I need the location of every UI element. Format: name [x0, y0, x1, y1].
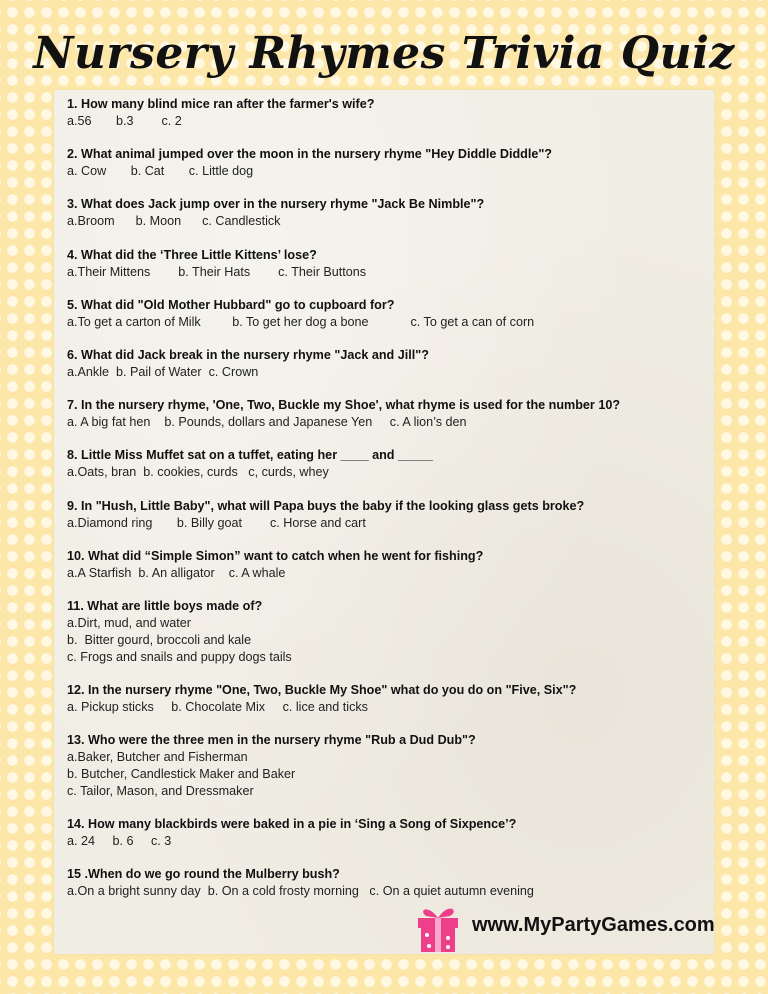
question-item: [67, 548, 707, 598]
question-text: 6. What did Jack break in the nursery rhyme "Jack and Jill"?: [67, 347, 429, 362]
answer-options: a.A Starfish b. An alligator c. A whale: [67, 565, 286, 580]
answer-options: a.56 b.3 c. 2: [67, 114, 182, 128]
question-text: 1. How many blind mice ran after the farmer's wife?: [67, 97, 375, 111]
question-text: 3. What does Jack jump over in the nursery rhyme "Jack Be Nimble"?: [67, 197, 485, 212]
answer-options: a.Baker, Butcher and Fisherman: [67, 750, 248, 765]
question-item: [67, 397, 707, 447]
question-text: 7. In the nursery rhyme, 'One, Two, Buckle my Shoe', what rhyme is used for the number 10?: [67, 398, 621, 413]
answer-options: a.To get a carton of Milk b. To get her dog a bone c. To get a can of corn: [67, 314, 535, 329]
question-item: [67, 816, 707, 866]
answer-options: a.Oats, bran b. cookies, curds c, curds, whey: [67, 465, 329, 480]
question-item: [67, 196, 707, 246]
quiz-list: [67, 96, 707, 916]
question-text: 11. What are little boys made of?: [67, 598, 263, 613]
question-text: 4. What did the ‘Three Little Kittens’ lose?: [67, 247, 317, 262]
answer-options: a.On a bright sunny day b. On a cold frosty morning c. On a quiet autumn evening: [67, 884, 534, 899]
gift-box-icon: [412, 900, 464, 954]
answer-options: a.Ankle b. Pail of Water c. Crown: [67, 364, 259, 379]
question-item: [67, 247, 707, 297]
question-text: 15 .When do we go round the Mulberry bush?: [67, 867, 340, 882]
question-text: 14. How many blackbirds were baked in a pie in ‘Sing a Song of Sixpence’?: [67, 817, 517, 832]
question-text: 10. What did “Simple Simon” want to catch when he went for fishing?: [67, 548, 484, 563]
answer-options: b. Bitter gourd, broccoli and kale: [67, 632, 252, 647]
question-item: [67, 498, 707, 548]
question-item: [67, 682, 707, 732]
question-item: [67, 347, 707, 397]
answer-options: a. A big fat hen b. Pounds, dollars and Japanese Yen c. A lion’s den: [67, 415, 467, 430]
question-item: [67, 598, 707, 682]
answer-options: a.Diamond ring b. Billy goat c. Horse and cart: [67, 515, 366, 530]
question-item: [67, 732, 707, 816]
answer-options: a.Their Mittens b. Their Hats c. Their Buttons: [67, 264, 367, 279]
question-item: [67, 297, 707, 347]
page-title: Nursery Rhymes Trivia Quiz: [33, 28, 735, 79]
website-url: www.MyPartyGames.com: [472, 914, 715, 936]
question-text: 2. What animal jumped over the moon in the nursery rhyme "Hey Diddle Diddle"?: [67, 147, 552, 162]
answer-options: a.Dirt, mud, and water: [67, 615, 191, 630]
question-text: 12. In the nursery rhyme "One, Two, Buckle My Shoe" what do you do on "Five, Six"?: [67, 682, 577, 697]
question-item: [67, 447, 707, 497]
question-item: [67, 96, 707, 146]
answer-options: a. Pickup sticks b. Chocolate Mix c. lice and ticks: [67, 699, 368, 714]
question-item: [67, 146, 707, 196]
question-text: 5. What did "Old Mother Hubbard" go to cupboard for?: [67, 297, 395, 312]
website-logo: [412, 898, 715, 954]
question-text: 9. In "Hush, Little Baby", what will Papa buys the baby if the looking glass gets broke?: [67, 498, 585, 513]
answer-options: a. 24 b. 6 c. 3: [67, 834, 172, 849]
answer-options: a.Broom b. Moon c. Candlestick: [67, 214, 281, 229]
answer-options: c. Tailor, Mason, and Dressmaker: [67, 784, 254, 799]
answer-options: b. Butcher, Candlestick Maker and Baker: [67, 767, 296, 782]
question-text: 13. Who were the three men in the nursery rhyme "Rub a Dud Dub"?: [67, 733, 476, 748]
question-text: 8. Little Miss Muffet sat on a tuffet, eating her ____ and _____: [67, 448, 434, 463]
answer-options: a. Cow b. Cat c. Little dog: [67, 164, 254, 179]
answer-options: c. Frogs and snails and puppy dogs tails: [67, 649, 292, 664]
